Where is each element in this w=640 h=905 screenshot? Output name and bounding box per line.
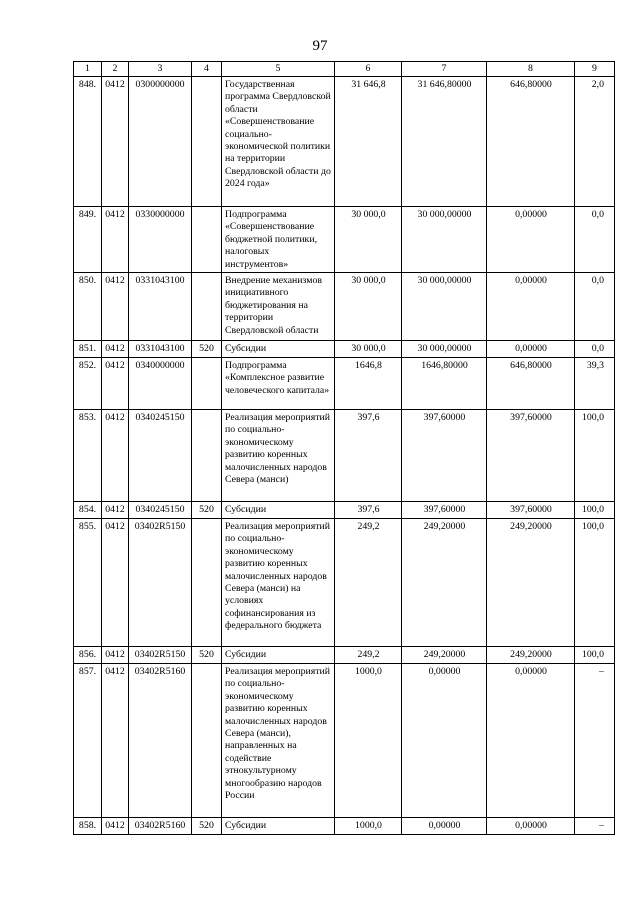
target-code: 03402R5150 — [129, 647, 192, 664]
column-8-amount: 0,00000 — [487, 207, 575, 273]
item-name: Подпрограмма «Комплексное развитие человеческого капитала» — [222, 358, 335, 410]
plan-amount: 30 000,0 — [335, 273, 402, 341]
row-number: 851. — [74, 341, 102, 358]
row-number: 850. — [74, 273, 102, 341]
target-code: 0331043100 — [129, 341, 192, 358]
column-8-amount: 0,00000 — [487, 273, 575, 341]
column-8-amount: 397,60000 — [487, 502, 575, 519]
plan-amount: 249,2 — [335, 519, 402, 647]
column-8-amount: 646,80000 — [487, 77, 575, 207]
target-code: 0340245150 — [129, 410, 192, 502]
target-code: 0330000000 — [129, 207, 192, 273]
executed-amount: 0,00000 — [402, 664, 487, 818]
percent-value: – — [575, 818, 615, 835]
page-number: 97 — [312, 38, 328, 54]
executed-amount: 397,60000 — [402, 502, 487, 519]
plan-amount: 397,6 — [335, 410, 402, 502]
plan-amount: 1000,0 — [335, 818, 402, 835]
item-name: Государственная программа Свердловской области «Совершенствование социально-экономической политики на территории Свердловской области до 2024 года» — [222, 77, 335, 207]
executed-amount: 31 646,80000 — [402, 77, 487, 207]
section-code: 0412 — [102, 207, 129, 273]
section-code: 0412 — [102, 647, 129, 664]
column-8-amount: 397,60000 — [487, 410, 575, 502]
table-row — [74, 273, 615, 341]
table-row — [74, 818, 615, 835]
percent-value: 0,0 — [575, 341, 615, 358]
table-row — [74, 341, 615, 358]
section-code: 0412 — [102, 273, 129, 341]
percent-value: 0,0 — [575, 273, 615, 341]
row-number: 852. — [74, 358, 102, 410]
target-code: 0300000000 — [129, 77, 192, 207]
item-name: Реализация мероприятий по социально-экономическому развитию коренных малочисленных народов Севера (манси) — [222, 410, 335, 502]
header-cell: 6 — [335, 62, 402, 77]
row-number: 849. — [74, 207, 102, 273]
column-8-amount: 249,20000 — [487, 519, 575, 647]
expense-type: 520 — [192, 647, 222, 664]
budget-table — [73, 61, 615, 835]
table-row — [74, 410, 615, 502]
column-8-amount: 0,00000 — [487, 818, 575, 835]
row-number: 858. — [74, 818, 102, 835]
table-row — [74, 77, 615, 207]
plan-amount: 1000,0 — [335, 664, 402, 818]
percent-value: 100,0 — [575, 410, 615, 502]
target-code: 0331043100 — [129, 273, 192, 341]
header-row — [74, 62, 615, 77]
expense-type — [192, 207, 222, 273]
percent-value: 0,0 — [575, 207, 615, 273]
row-number: 854. — [74, 502, 102, 519]
table-row — [74, 502, 615, 519]
item-name: Субсидии — [222, 647, 335, 664]
column-8-amount: 0,00000 — [487, 664, 575, 818]
row-number: 848. — [74, 77, 102, 207]
plan-amount: 1646,8 — [335, 358, 402, 410]
target-code: 03402R5160 — [129, 664, 192, 818]
expense-type: 520 — [192, 502, 222, 519]
target-code: 0340245150 — [129, 502, 192, 519]
column-8-amount: 646,80000 — [487, 358, 575, 410]
table-row — [74, 664, 615, 818]
plan-amount: 397,6 — [335, 502, 402, 519]
percent-value: 2,0 — [575, 77, 615, 207]
executed-amount: 30 000,00000 — [402, 273, 487, 341]
section-code: 0412 — [102, 341, 129, 358]
expense-type — [192, 519, 222, 647]
header-cell: 8 — [487, 62, 575, 77]
column-8-amount: 0,00000 — [487, 341, 575, 358]
expense-type — [192, 358, 222, 410]
header-cell: 2 — [102, 62, 129, 77]
section-code: 0412 — [102, 502, 129, 519]
header-cell: 5 — [222, 62, 335, 77]
header-cell: 4 — [192, 62, 222, 77]
row-number: 855. — [74, 519, 102, 647]
table-row — [74, 207, 615, 273]
percent-value: – — [575, 664, 615, 818]
plan-amount: 31 646,8 — [335, 77, 402, 207]
expense-type — [192, 664, 222, 818]
item-name: Реализация мероприятий по социально-экономическому развитию коренных малочисленных народов Севера (манси), направленных на содействие этнокультурному многообразию народов России — [222, 664, 335, 818]
executed-amount: 397,60000 — [402, 410, 487, 502]
header-cell: 7 — [402, 62, 487, 77]
expense-type — [192, 77, 222, 207]
target-code: 03402R5160 — [129, 818, 192, 835]
executed-amount: 1646,80000 — [402, 358, 487, 410]
section-code: 0412 — [102, 818, 129, 835]
percent-value: 39,3 — [575, 358, 615, 410]
target-code: 0340000000 — [129, 358, 192, 410]
table-row — [74, 358, 615, 410]
percent-value: 100,0 — [575, 647, 615, 664]
executed-amount: 0,00000 — [402, 818, 487, 835]
executed-amount: 249,20000 — [402, 519, 487, 647]
section-code: 0412 — [102, 519, 129, 647]
item-name: Реализация мероприятий по социально-экономическому развитию коренных малочисленных народов Севера (манси) на условиях софинансирования из федерального бюджета — [222, 519, 335, 647]
executed-amount: 30 000,00000 — [402, 207, 487, 273]
target-code: 03402R5150 — [129, 519, 192, 647]
percent-value: 100,0 — [575, 502, 615, 519]
section-code: 0412 — [102, 77, 129, 207]
executed-amount: 249,20000 — [402, 647, 487, 664]
table-row — [74, 647, 615, 664]
section-code: 0412 — [102, 358, 129, 410]
row-number: 857. — [74, 664, 102, 818]
plan-amount: 30 000,0 — [335, 207, 402, 273]
expense-type — [192, 410, 222, 502]
expense-type: 520 — [192, 341, 222, 358]
expense-type: 520 — [192, 818, 222, 835]
executed-amount: 30 000,00000 — [402, 341, 487, 358]
section-code: 0412 — [102, 410, 129, 502]
header-cell: 9 — [575, 62, 615, 77]
row-number: 853. — [74, 410, 102, 502]
table-row — [74, 519, 615, 647]
row-number: 856. — [74, 647, 102, 664]
column-8-amount: 249,20000 — [487, 647, 575, 664]
header-cell: 3 — [129, 62, 192, 77]
expense-type — [192, 273, 222, 341]
plan-amount: 249,2 — [335, 647, 402, 664]
item-name: Субсидии — [222, 341, 335, 358]
item-name: Субсидии — [222, 818, 335, 835]
percent-value: 100,0 — [575, 519, 615, 647]
item-name: Внедрение механизмов инициативного бюджетирования на территории Свердловской области — [222, 273, 335, 341]
header-cell: 1 — [74, 62, 102, 77]
item-name: Субсидии — [222, 502, 335, 519]
section-code: 0412 — [102, 664, 129, 818]
plan-amount: 30 000,0 — [335, 341, 402, 358]
item-name: Подпрограмма «Совершенствование бюджетной политики, налоговых инструментов» — [222, 207, 335, 273]
